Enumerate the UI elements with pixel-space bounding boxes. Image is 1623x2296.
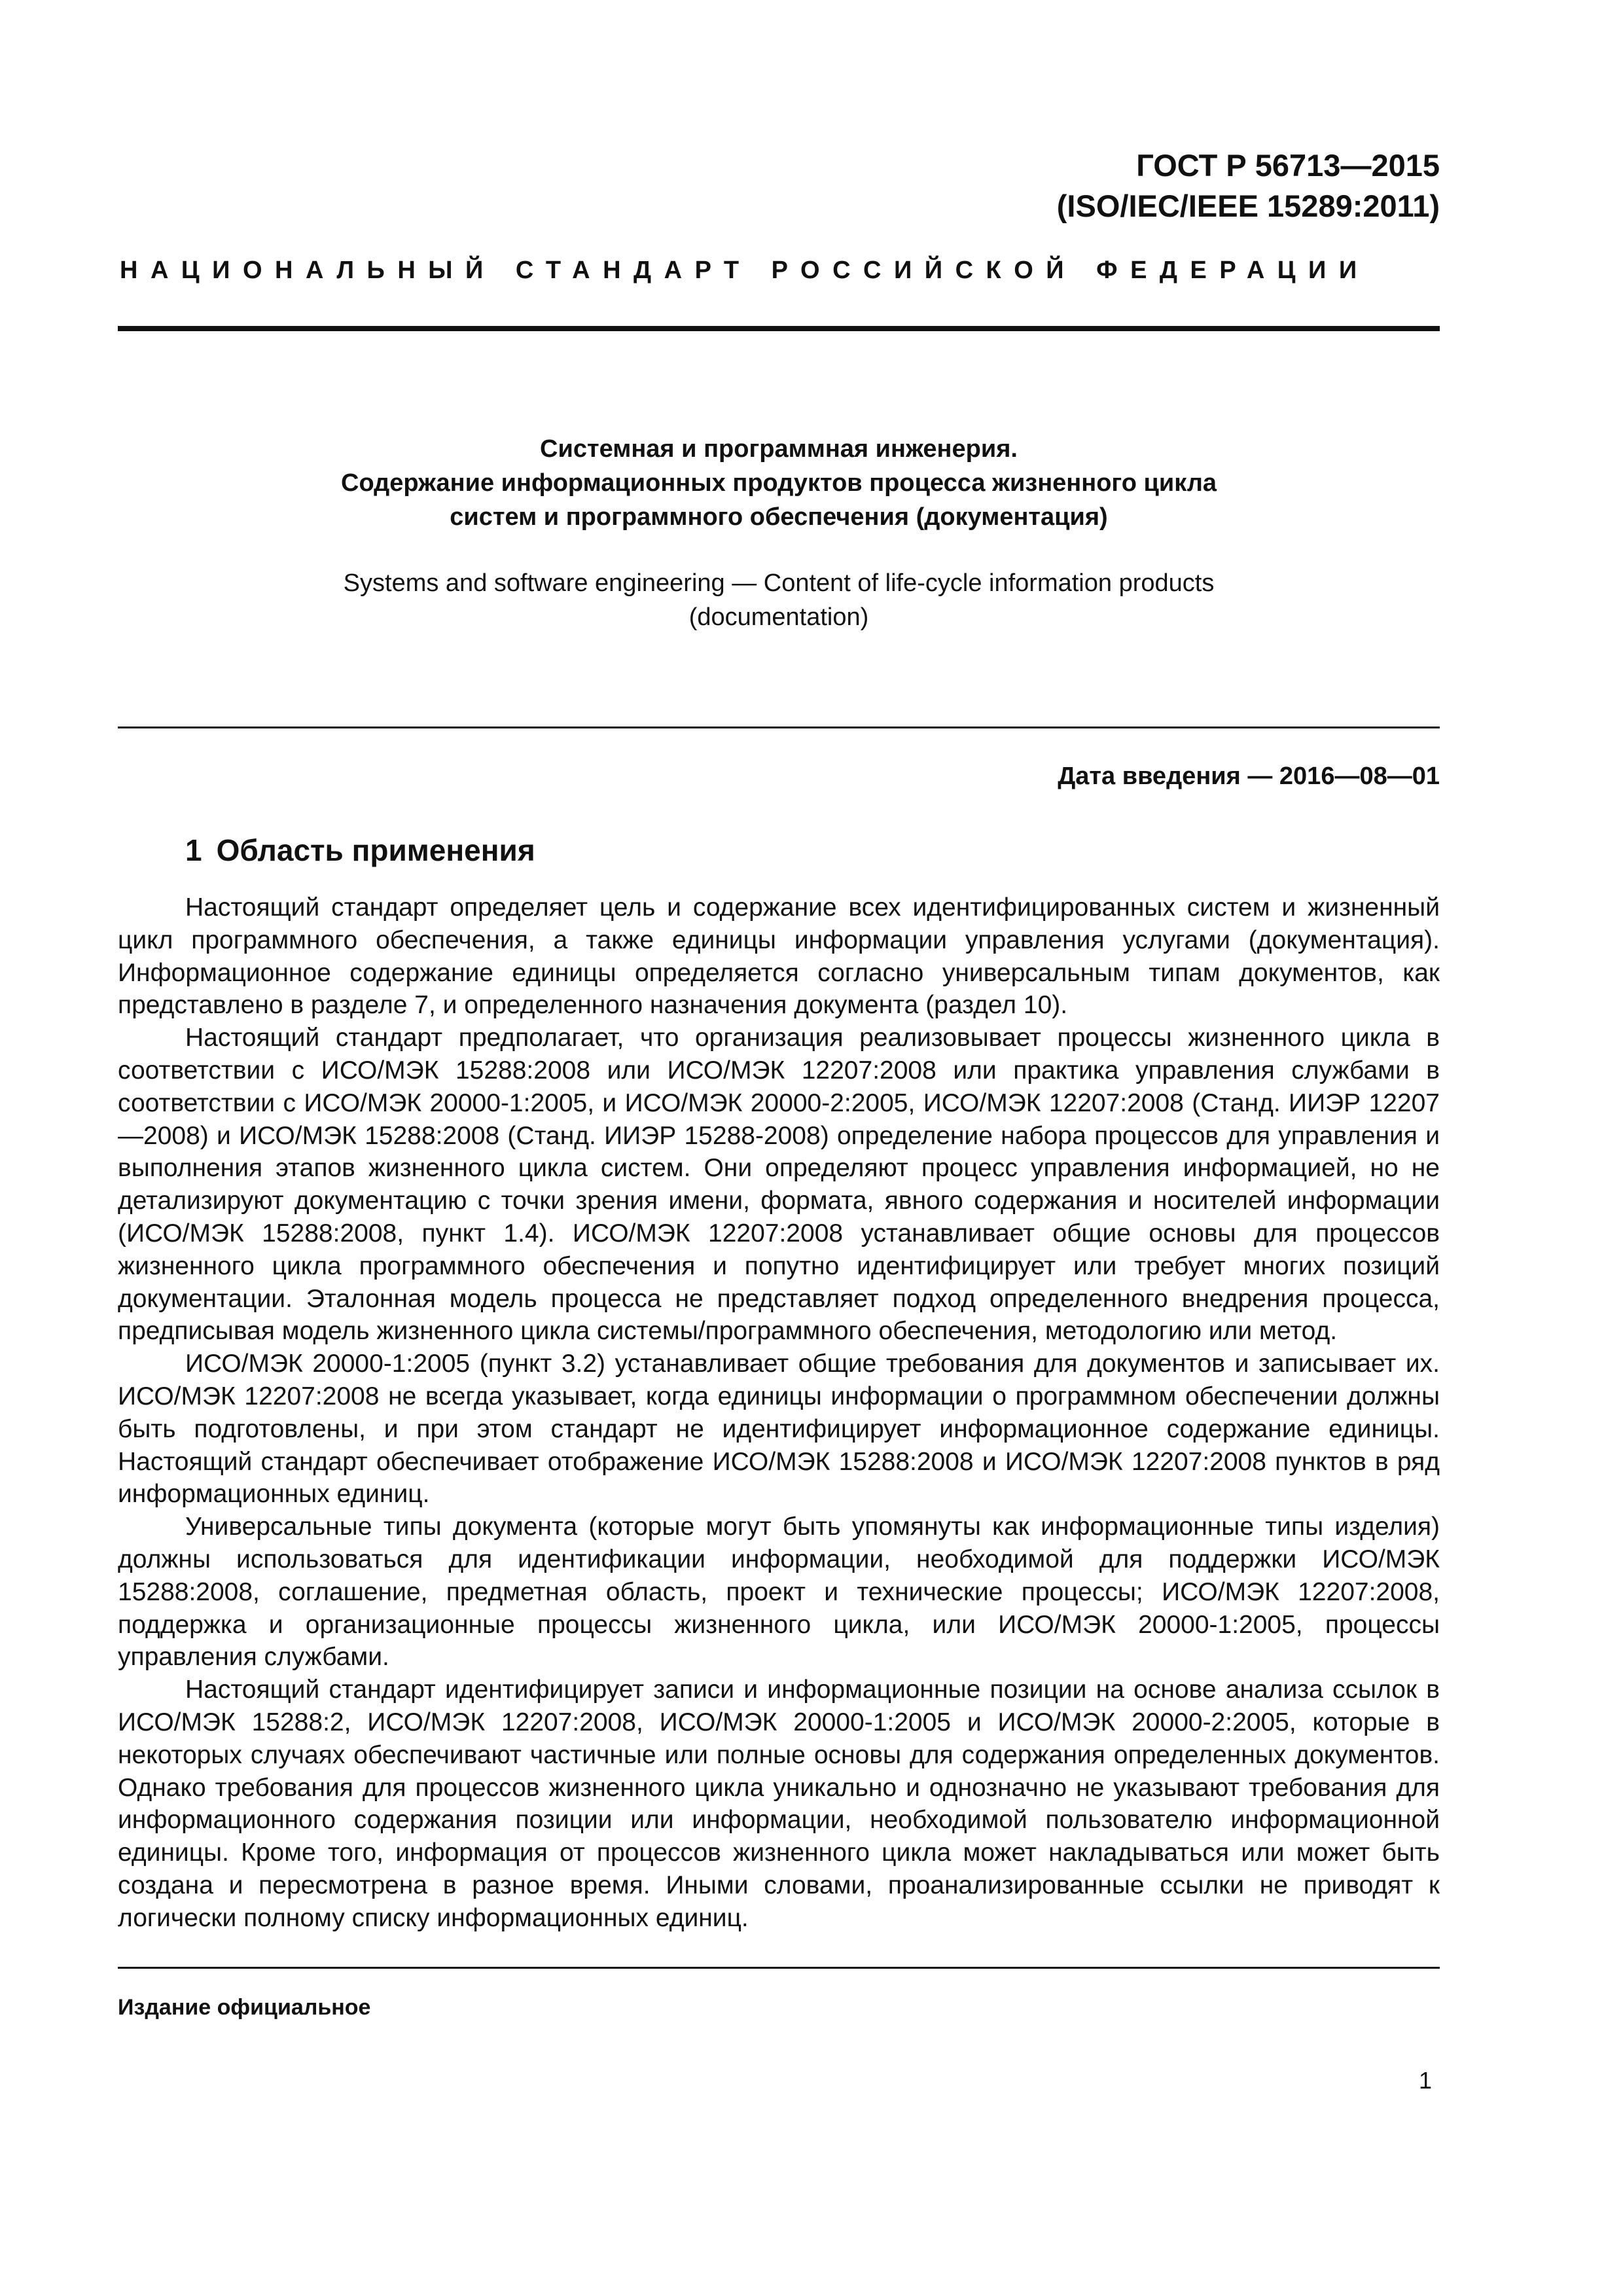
international-reference: (ISO/IEC/IEEE 15289:2011) (1056, 188, 1440, 223)
date-of-introduction: Дата введения — 2016—08—01 (1058, 762, 1440, 790)
footer-divider (118, 1967, 1440, 1969)
national-standard-heading: НАЦИОНАЛЬНЫЙ СТАНДАРТ РОССИЙСКОЙ ФЕДЕРАЦИИ (120, 257, 1370, 284)
title-ru-line-1: Системная и программная инженерия. (540, 435, 1018, 463)
section-title: Область применения (216, 833, 535, 867)
title-ru-line-2: Содержание информационных продуктов процесса жизненного цикла (341, 469, 1217, 497)
section-heading (185, 830, 535, 870)
standard-number: ГОСТ Р 56713—2015 (1136, 148, 1440, 183)
header-divider (118, 326, 1440, 331)
title-divider (118, 726, 1440, 728)
paragraph: Настоящий стандарт идентифицирует записи и информационные позиции на основе анализа ссылок в ИСО/МЭК 15288:2, ИСО/МЭК 12207:2008, ИСО/МЭК 20000-1:2005 и ИСО/МЭК 20000-2:2005, которые в некоторых случаях обеспечивают частичные или полные основы для содержания определенных документов. Однако требования для процессов жизненного цикла уникально и однозначно не указывают требования для информационного содержания позиции или информации, необходимой пользователю информационной единицы. Кроме того, информация от процессов жизненного цикла может накладываться или может быть создана и пересмотрена в разное время. Иными словами, проанализированные ссылки не приводят к логически полному списку информационных единиц. (118, 1676, 1440, 1932)
title-en-line-2: (documentation) (688, 603, 869, 631)
paragraph: ИСО/МЭК 20000-1:2005 (пункт 3.2) устанавливает общие требования для документов и записывает их. ИСО/МЭК 12207:2008 не всегда указывает, когда единицы информации о программном обеспечении должны быть подготовлены, и при этом стандарт не идентифицирует информационное содержание единицы. Настоящий стандарт обеспечивает отображение ИСО/МЭК 15288:2008 и ИСО/МЭК 12207:2008 пунктов в ряд информационных единиц. (118, 1350, 1440, 1509)
paragraph: Настоящий стандарт определяет цель и содержание всех идентифицированных систем и жизненный цикл программного обеспечения, а также единицы информации управления услугами (документация). Информационное содержание единицы определяется согласно универсальным типам документов, как представлено в разделе 7, и определенного назначения документа (раздел 10). (118, 893, 1440, 1020)
standard-designation (1057, 145, 1440, 226)
section-body (118, 891, 1440, 1935)
official-edition-label: Издание официальное (118, 1995, 371, 2020)
section-number: 1 (185, 833, 202, 867)
page-number: 1 (1418, 2067, 1432, 2094)
title-russian (118, 432, 1440, 534)
paragraph: Универсальные типы документа (которые могут быть упомянуты как информационные типы изделия) должны использоваться для идентификации информации, необходимой для поддержки ИСО/МЭК 15288:2008, соглашение, предметная область, проект и технические процессы; ИСО/МЭК 12207:2008, поддержка и организационные процессы жизненного цикла, или ИСО/МЭК 20000-1:2005, процессы управления службами. (118, 1513, 1440, 1672)
title-english (118, 566, 1440, 634)
paragraph: Настоящий стандарт предполагает, что организация реализовывает процессы жизненного цикла в соответствии с ИСО/МЭК 15288:2008 или ИСО/МЭК 12207:2008 или практика управления службами в соответствии с ИСО/МЭК 20000-1:2005, и ИСО/МЭК 20000-2:2005, ИСО/МЭК 12207:2008 (Станд. ИИЭР 12207—2008) и ИСО/МЭК 15288:2008 (Станд. ИИЭР 15288-2008) определение набора процессов для управления и выполнения этапов жизненного цикла систем. Они определяют процесс управления информацией, но не детализируют документацию с точки зрения имени, формата, явного содержания и носителей информации (ИСО/МЭК 15288:2008, пункт 1.4). ИСО/МЭК 12207:2008 устанавливает общие основы для процессов жизненного цикла программного обеспечения и попутно идентифицирует или требует многих позиций документации. Эталонная модель процесса не представляет подход определенного внедрения процесса, предписывая модель жизненного цикла системы/программного обеспечения, методологию или метод. (118, 1024, 1440, 1346)
title-en-line-1: Systems and software engineering — Content of life-cycle information products (343, 569, 1215, 597)
title-ru-line-3: систем и программного обеспечения (документация) (450, 503, 1108, 531)
